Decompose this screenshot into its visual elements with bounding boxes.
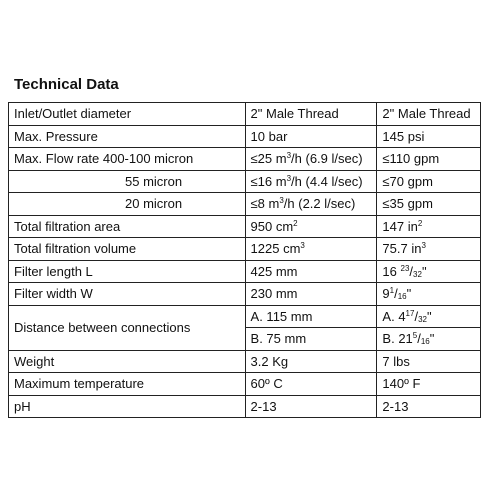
table-row <box>9 103 481 126</box>
row-label: Distance between connections <box>9 305 246 350</box>
table-row <box>9 305 481 328</box>
imperial-value: 147 $in^2$ <box>377 215 481 238</box>
table-row <box>9 148 481 171</box>
row-label: Filter length L <box>9 260 246 283</box>
row-label: Total filtration area <box>9 215 246 238</box>
row-label: pH <box>9 395 246 418</box>
metric-value-b: B. 75 mm <box>245 328 377 351</box>
metric-value: 425 mm <box>245 260 377 283</box>
table-row <box>9 350 481 373</box>
metric-value: ≤16 $m^3/h$ (4.4 l/sec) <box>245 170 377 193</box>
imperial-value: 7 lbs <box>377 350 481 373</box>
table-row <box>9 395 481 418</box>
row-label: Total filtration volume <box>9 238 246 261</box>
metric-value: 230 mm <box>245 283 377 306</box>
metric-value: 2" Male Thread <box>245 103 377 126</box>
table-row <box>9 170 481 193</box>
metric-value: ≤8 $m^3/h$ (2.2 l/sec) <box>245 193 377 216</box>
technical-data-table <box>8 102 481 418</box>
row-label: 55 micron <box>9 170 246 193</box>
row-label: 20 micron <box>9 193 246 216</box>
row-label: Maximum temperature <box>9 373 246 396</box>
imperial-value: $9^1/_{16}$" <box>377 283 481 306</box>
imperial-value: ≤110 gpm <box>377 148 481 171</box>
table-row <box>9 283 481 306</box>
imperial-value: ≤35 gpm <box>377 193 481 216</box>
metric-value: ≤25 $m^3/h$ (6.9 l/sec) <box>245 148 377 171</box>
metric-value-a: A. 115 mm <box>245 305 377 328</box>
table-row <box>9 373 481 396</box>
table-row <box>9 193 481 216</box>
metric-value: 3.2 Kg <box>245 350 377 373</box>
metric-value: 950 $cm^2$ <box>245 215 377 238</box>
page-title: Technical Data <box>14 76 119 93</box>
row-label: Max. Pressure <box>9 125 246 148</box>
imperial-value-a: A. $4^{17}/_{32}$" <box>377 305 481 328</box>
table-row <box>9 215 481 238</box>
imperial-value: 2" Male Thread <box>377 103 481 126</box>
metric-value: 1225 $cm^3$ <box>245 238 377 261</box>
table-row <box>9 260 481 283</box>
row-label: Weight <box>9 350 246 373</box>
table-row <box>9 125 481 148</box>
metric-value: 10 bar <box>245 125 377 148</box>
metric-value: 2-13 <box>245 395 377 418</box>
table-row <box>9 238 481 261</box>
row-label: Inlet/Outlet diameter <box>9 103 246 126</box>
imperial-value: 75.7 $in^3$ <box>377 238 481 261</box>
imperial-value-b: B. $21^5/_{16}$" <box>377 328 481 351</box>
imperial-value: 16 $^{23}/_{32}$" <box>377 260 481 283</box>
imperial-value: ≤70 gpm <box>377 170 481 193</box>
imperial-value: 2-13 <box>377 395 481 418</box>
row-label: Max. Flow rate 400-100 micron <box>9 148 246 171</box>
imperial-value: 140º F <box>377 373 481 396</box>
imperial-value: 145 psi <box>377 125 481 148</box>
row-label: Filter width W <box>9 283 246 306</box>
metric-value: 60º C <box>245 373 377 396</box>
